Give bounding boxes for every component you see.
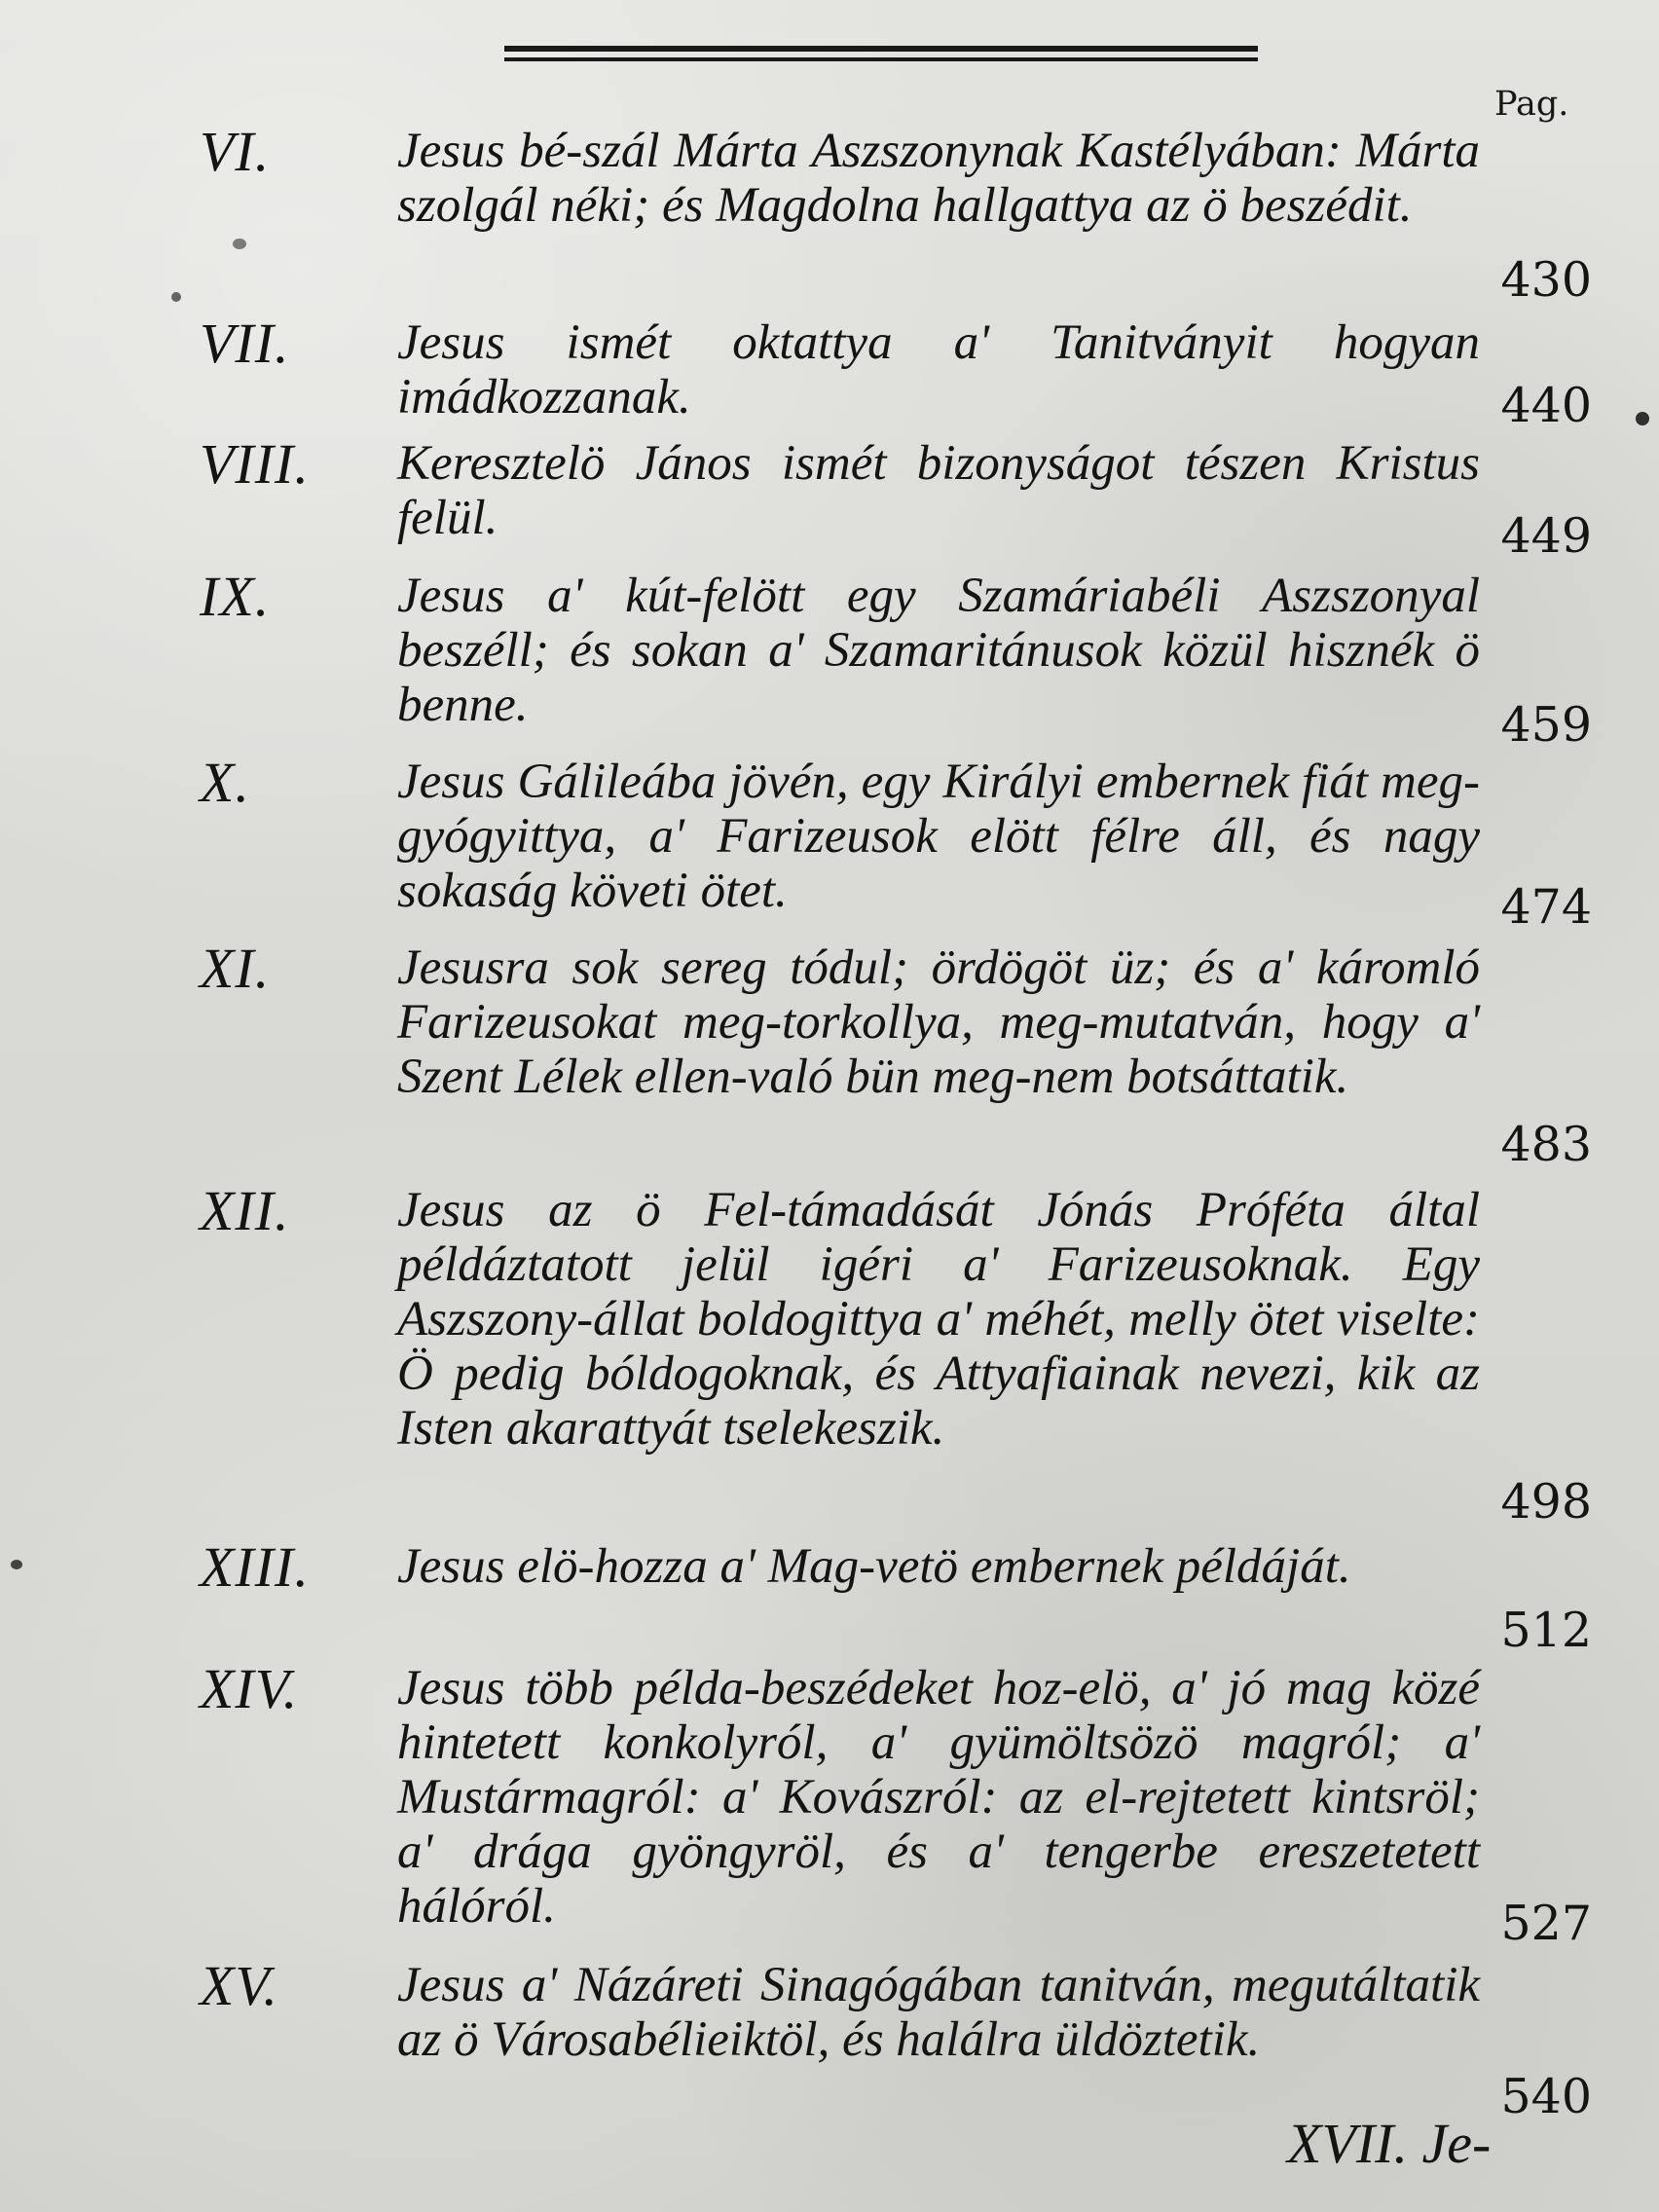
chapter-summary: Jesus bé-szál Márta Aszszonynak Kastélyában: Márta szolgál néki; és Magdolna hallgattya az ö beszédit. [397, 124, 1480, 233]
page-number: 512 [1500, 1603, 1592, 1658]
page-number: 449 [1500, 508, 1592, 564]
chapter-numeral: XI. [200, 937, 271, 1000]
page-number: 430 [1500, 252, 1592, 308]
chapter-numeral: X. [200, 751, 250, 814]
page-number: 459 [1500, 697, 1592, 753]
ink-speck [171, 292, 181, 302]
ink-speck [1636, 412, 1649, 425]
chapter-numeral: VII. [200, 312, 290, 375]
page-number: 474 [1500, 879, 1592, 935]
top-rule [504, 46, 1258, 61]
chapter-numeral: VIII. [200, 432, 310, 496]
chapter-numeral: IX. [200, 565, 271, 628]
chapter-summary: Jesus elö-hozza a' Mag-vetö embernek példáját. [397, 1539, 1351, 1594]
chapter-numeral: XIII. [200, 1535, 310, 1599]
chapter-summary: Jesusra sok sereg tódul; ördögöt üz; és a' káromló Farizeusokat meg-torkollya, meg-mutatván, hogy a' Szent Lélek ellen-való bün meg-nem botsáttatik. [397, 940, 1480, 1104]
page-number: 440 [1500, 378, 1592, 433]
page-number: 527 [1500, 1896, 1592, 1951]
chapter-summary: Keresztelö János ismét bizonyságot tészen Kristus felül. [397, 436, 1480, 545]
chapter-summary: Jesus több példa-beszédeket hoz-elö, a' jó mag közé hintetett konkolyról, a' gyümöltsözö magról; a' Mustármagról: a' Kovászról: az el-rejtetett kintsröl; a' drága gyöngyröl, és a' tengerbe ereszetetett hálóról. [397, 1661, 1480, 1934]
chapter-summary: Jesus az ö Fel-támadását Jónás Próféta által példáztatott jelül igéri a' Farizeusoknak. Egy Aszszony-állat boldogittya a' méhét, melly ötet viselte: Ö pedig bóldogoknak, és Attyafiainak nevezi, kik az Isten akarattyát tselekeszik. [397, 1183, 1480, 1456]
chapter-summary: Jesus Gálileába jövén, egy Királyi embernek fiát meg-gyógyittya, a' Farizeusok elött félre áll, és nagy sokaság követi ötet. [397, 755, 1480, 918]
catchword: XVII. Je- [1287, 2112, 1492, 2175]
ink-speck [11, 1560, 22, 1569]
chapter-summary: Jesus a' kút-felött egy Szamáriabéli Aszszonyal beszéll; és sokan a' Szamaritánusok közül hisznék ö benne. [397, 569, 1480, 732]
page-number: 540 [1500, 2069, 1592, 2124]
chapter-summary: Jesus ismét oktattya a' Tanitványit hogyan imádkozzanak. [397, 315, 1480, 424]
ink-speck [233, 239, 246, 249]
page-number: 498 [1500, 1474, 1592, 1530]
chapter-numeral: XII. [200, 1179, 290, 1242]
chapter-numeral: XV. [200, 1954, 278, 2017]
pag-label: Pag. [1494, 85, 1569, 124]
page-number: 483 [1500, 1117, 1592, 1172]
chapter-summary: Jesus a' Názáreti Sinagógában tanitván, megutáltatik az ö Városabélieiktöl, és halálra üldöztetik. [397, 1958, 1480, 2067]
chapter-numeral: XIV. [200, 1657, 299, 1720]
chapter-numeral: VI. [200, 120, 271, 183]
